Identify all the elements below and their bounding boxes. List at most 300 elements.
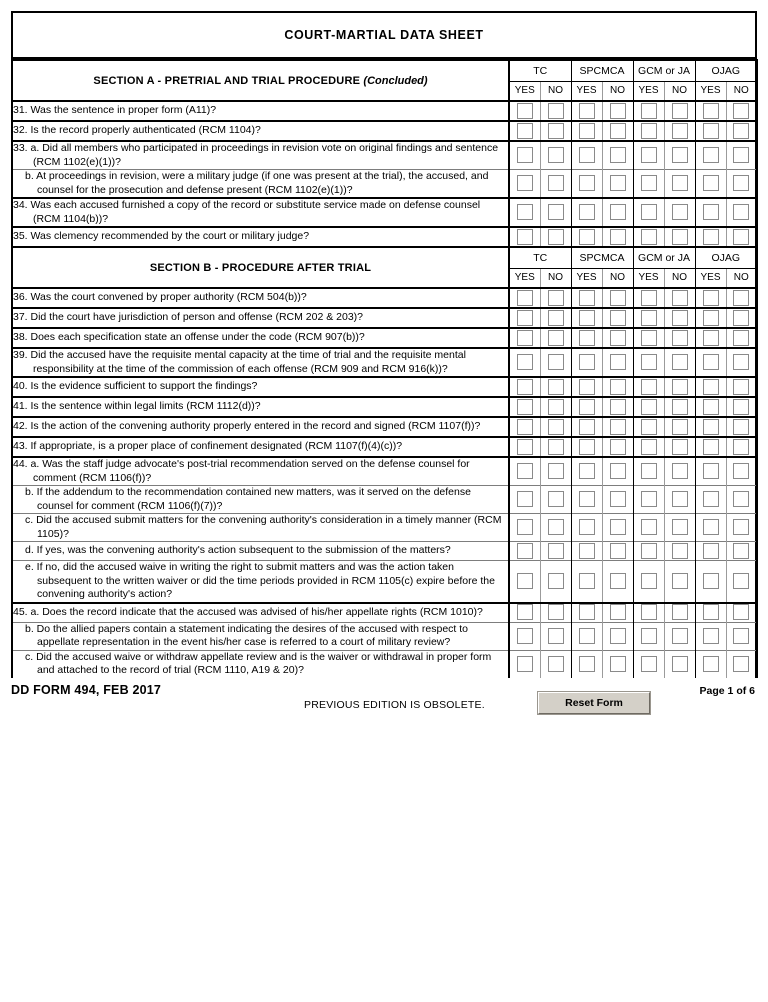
checkbox-spcmca-no[interactable]: [610, 573, 626, 589]
answer-cell[interactable]: [633, 603, 664, 623]
answer-cell[interactable]: [509, 288, 540, 308]
answer-cell[interactable]: [571, 542, 602, 561]
answer-cell[interactable]: [633, 561, 664, 603]
checkbox-ojag-yes[interactable]: [703, 628, 719, 644]
answer-cell[interactable]: [726, 141, 757, 170]
answer-cell[interactable]: [509, 377, 540, 397]
checkbox-spcmca-yes[interactable]: [579, 379, 595, 395]
answer-cell[interactable]: [664, 227, 695, 247]
checkbox-tc-yes[interactable]: [517, 310, 533, 326]
checkbox-ojag-yes[interactable]: [703, 204, 719, 220]
answer-cell[interactable]: [540, 514, 571, 542]
answer-cell[interactable]: [509, 542, 540, 561]
checkbox-tc-yes[interactable]: [517, 573, 533, 589]
answer-cell[interactable]: [664, 101, 695, 121]
answer-cell[interactable]: [664, 542, 695, 561]
checkbox-ojag-yes[interactable]: [703, 573, 719, 589]
checkbox-gcm-or-ja-no[interactable]: [672, 175, 688, 191]
checkbox-tc-yes[interactable]: [517, 519, 533, 535]
answer-cell[interactable]: [664, 308, 695, 328]
checkbox-tc-no[interactable]: [548, 463, 564, 479]
answer-cell[interactable]: [509, 603, 540, 623]
answer-cell[interactable]: [633, 141, 664, 170]
answer-cell[interactable]: [602, 397, 633, 417]
answer-cell[interactable]: [571, 397, 602, 417]
checkbox-ojag-no[interactable]: [733, 491, 749, 507]
answer-cell[interactable]: [540, 288, 571, 308]
checkbox-tc-yes[interactable]: [517, 330, 533, 346]
answer-cell[interactable]: [509, 121, 540, 141]
answer-cell[interactable]: [540, 198, 571, 227]
checkbox-spcmca-yes[interactable]: [579, 175, 595, 191]
checkbox-gcm-or-ja-no[interactable]: [672, 656, 688, 672]
checkbox-tc-yes[interactable]: [517, 103, 533, 119]
checkbox-ojag-no[interactable]: [733, 290, 749, 306]
answer-cell[interactable]: [664, 397, 695, 417]
checkbox-ojag-no[interactable]: [733, 604, 749, 620]
answer-cell[interactable]: [664, 622, 695, 650]
answer-cell[interactable]: [540, 227, 571, 247]
checkbox-tc-yes[interactable]: [517, 439, 533, 455]
checkbox-ojag-yes[interactable]: [703, 290, 719, 306]
answer-cell[interactable]: [726, 328, 757, 348]
answer-cell[interactable]: [633, 328, 664, 348]
checkbox-tc-no[interactable]: [548, 543, 564, 559]
answer-cell[interactable]: [571, 486, 602, 514]
checkbox-spcmca-yes[interactable]: [579, 290, 595, 306]
answer-cell[interactable]: [602, 141, 633, 170]
answer-cell[interactable]: [664, 486, 695, 514]
checkbox-tc-yes[interactable]: [517, 175, 533, 191]
answer-cell[interactable]: [664, 650, 695, 678]
checkbox-gcm-or-ja-yes[interactable]: [641, 463, 657, 479]
checkbox-spcmca-yes[interactable]: [579, 573, 595, 589]
answer-cell[interactable]: [726, 622, 757, 650]
answer-cell[interactable]: [571, 288, 602, 308]
answer-cell[interactable]: [571, 101, 602, 121]
answer-cell[interactable]: [726, 121, 757, 141]
answer-cell[interactable]: [664, 417, 695, 437]
checkbox-gcm-or-ja-yes[interactable]: [641, 519, 657, 535]
checkbox-ojag-no[interactable]: [733, 147, 749, 163]
answer-cell[interactable]: [509, 198, 540, 227]
answer-cell[interactable]: [633, 348, 664, 377]
checkbox-gcm-or-ja-no[interactable]: [672, 604, 688, 620]
checkbox-spcmca-yes[interactable]: [579, 604, 595, 620]
answer-cell[interactable]: [571, 561, 602, 603]
answer-cell[interactable]: [695, 622, 726, 650]
answer-cell[interactable]: [695, 170, 726, 199]
checkbox-ojag-no[interactable]: [733, 103, 749, 119]
checkbox-gcm-or-ja-no[interactable]: [672, 573, 688, 589]
answer-cell[interactable]: [633, 417, 664, 437]
answer-cell[interactable]: [571, 437, 602, 457]
checkbox-ojag-yes[interactable]: [703, 379, 719, 395]
checkbox-ojag-no[interactable]: [733, 543, 749, 559]
checkbox-ojag-no[interactable]: [733, 656, 749, 672]
answer-cell[interactable]: [509, 437, 540, 457]
answer-cell[interactable]: [726, 650, 757, 678]
answer-cell[interactable]: [695, 457, 726, 486]
answer-cell[interactable]: [726, 417, 757, 437]
checkbox-tc-no[interactable]: [548, 519, 564, 535]
answer-cell[interactable]: [509, 101, 540, 121]
answer-cell[interactable]: [602, 198, 633, 227]
answer-cell[interactable]: [633, 486, 664, 514]
checkbox-ojag-yes[interactable]: [703, 399, 719, 415]
checkbox-gcm-or-ja-yes[interactable]: [641, 573, 657, 589]
checkbox-tc-no[interactable]: [548, 491, 564, 507]
answer-cell[interactable]: [664, 121, 695, 141]
answer-cell[interactable]: [726, 377, 757, 397]
checkbox-tc-yes[interactable]: [517, 628, 533, 644]
checkbox-ojag-no[interactable]: [733, 399, 749, 415]
checkbox-spcmca-no[interactable]: [610, 419, 626, 435]
answer-cell[interactable]: [664, 437, 695, 457]
answer-cell[interactable]: [571, 348, 602, 377]
checkbox-gcm-or-ja-no[interactable]: [672, 543, 688, 559]
checkbox-gcm-or-ja-no[interactable]: [672, 147, 688, 163]
answer-cell[interactable]: [571, 603, 602, 623]
answer-cell[interactable]: [695, 101, 726, 121]
answer-cell[interactable]: [602, 328, 633, 348]
answer-cell[interactable]: [664, 141, 695, 170]
checkbox-spcmca-yes[interactable]: [579, 354, 595, 370]
checkbox-spcmca-yes[interactable]: [579, 123, 595, 139]
answer-cell[interactable]: [602, 650, 633, 678]
checkbox-ojag-no[interactable]: [733, 573, 749, 589]
checkbox-gcm-or-ja-no[interactable]: [672, 519, 688, 535]
answer-cell[interactable]: [726, 542, 757, 561]
answer-cell[interactable]: [571, 121, 602, 141]
checkbox-spcmca-no[interactable]: [610, 175, 626, 191]
checkbox-spcmca-no[interactable]: [610, 354, 626, 370]
answer-cell[interactable]: [602, 288, 633, 308]
checkbox-spcmca-yes[interactable]: [579, 103, 595, 119]
answer-cell[interactable]: [695, 514, 726, 542]
answer-cell[interactable]: [633, 227, 664, 247]
checkbox-ojag-yes[interactable]: [703, 604, 719, 620]
answer-cell[interactable]: [509, 227, 540, 247]
answer-cell[interactable]: [695, 141, 726, 170]
checkbox-spcmca-no[interactable]: [610, 439, 626, 455]
answer-cell[interactable]: [571, 198, 602, 227]
answer-cell[interactable]: [695, 198, 726, 227]
answer-cell[interactable]: [509, 348, 540, 377]
checkbox-tc-yes[interactable]: [517, 399, 533, 415]
answer-cell[interactable]: [633, 377, 664, 397]
answer-cell[interactable]: [726, 514, 757, 542]
answer-cell[interactable]: [726, 101, 757, 121]
answer-cell[interactable]: [695, 288, 726, 308]
checkbox-tc-yes[interactable]: [517, 604, 533, 620]
checkbox-spcmca-no[interactable]: [610, 123, 626, 139]
answer-cell[interactable]: [602, 377, 633, 397]
answer-cell[interactable]: [540, 561, 571, 603]
checkbox-gcm-or-ja-yes[interactable]: [641, 628, 657, 644]
answer-cell[interactable]: [540, 650, 571, 678]
checkbox-gcm-or-ja-yes[interactable]: [641, 419, 657, 435]
answer-cell[interactable]: [509, 622, 540, 650]
checkbox-ojag-no[interactable]: [733, 439, 749, 455]
checkbox-tc-yes[interactable]: [517, 354, 533, 370]
answer-cell[interactable]: [571, 650, 602, 678]
answer-cell[interactable]: [602, 121, 633, 141]
checkbox-tc-no[interactable]: [548, 204, 564, 220]
checkbox-gcm-or-ja-yes[interactable]: [641, 330, 657, 346]
checkbox-spcmca-yes[interactable]: [579, 628, 595, 644]
checkbox-gcm-or-ja-no[interactable]: [672, 204, 688, 220]
checkbox-tc-no[interactable]: [548, 147, 564, 163]
answer-cell[interactable]: [602, 561, 633, 603]
answer-cell[interactable]: [726, 437, 757, 457]
answer-cell[interactable]: [571, 377, 602, 397]
checkbox-gcm-or-ja-no[interactable]: [672, 419, 688, 435]
checkbox-ojag-yes[interactable]: [703, 354, 719, 370]
checkbox-tc-no[interactable]: [548, 175, 564, 191]
answer-cell[interactable]: [540, 141, 571, 170]
checkbox-spcmca-no[interactable]: [610, 379, 626, 395]
checkbox-gcm-or-ja-yes[interactable]: [641, 543, 657, 559]
checkbox-spcmca-yes[interactable]: [579, 147, 595, 163]
checkbox-ojag-yes[interactable]: [703, 519, 719, 535]
checkbox-spcmca-no[interactable]: [610, 463, 626, 479]
answer-cell[interactable]: [540, 121, 571, 141]
checkbox-gcm-or-ja-yes[interactable]: [641, 379, 657, 395]
checkbox-spcmca-yes[interactable]: [579, 543, 595, 559]
answer-cell[interactable]: [571, 308, 602, 328]
answer-cell[interactable]: [602, 437, 633, 457]
answer-cell[interactable]: [726, 288, 757, 308]
checkbox-gcm-or-ja-no[interactable]: [672, 439, 688, 455]
answer-cell[interactable]: [571, 622, 602, 650]
answer-cell[interactable]: [664, 603, 695, 623]
checkbox-tc-no[interactable]: [548, 399, 564, 415]
answer-cell[interactable]: [633, 121, 664, 141]
checkbox-ojag-yes[interactable]: [703, 439, 719, 455]
answer-cell[interactable]: [695, 308, 726, 328]
answer-cell[interactable]: [695, 397, 726, 417]
answer-cell[interactable]: [726, 308, 757, 328]
answer-cell[interactable]: [726, 486, 757, 514]
checkbox-gcm-or-ja-no[interactable]: [672, 379, 688, 395]
checkbox-ojag-yes[interactable]: [703, 419, 719, 435]
checkbox-gcm-or-ja-yes[interactable]: [641, 604, 657, 620]
checkbox-gcm-or-ja-no[interactable]: [672, 290, 688, 306]
checkbox-gcm-or-ja-yes[interactable]: [641, 147, 657, 163]
answer-cell[interactable]: [509, 650, 540, 678]
answer-cell[interactable]: [695, 417, 726, 437]
answer-cell[interactable]: [602, 227, 633, 247]
answer-cell[interactable]: [664, 457, 695, 486]
answer-cell[interactable]: [695, 348, 726, 377]
checkbox-gcm-or-ja-no[interactable]: [672, 123, 688, 139]
answer-cell[interactable]: [726, 198, 757, 227]
answer-cell[interactable]: [602, 603, 633, 623]
checkbox-tc-yes[interactable]: [517, 463, 533, 479]
checkbox-spcmca-no[interactable]: [610, 491, 626, 507]
checkbox-ojag-no[interactable]: [733, 330, 749, 346]
answer-cell[interactable]: [664, 170, 695, 199]
answer-cell[interactable]: [633, 650, 664, 678]
checkbox-tc-no[interactable]: [548, 573, 564, 589]
answer-cell[interactable]: [602, 101, 633, 121]
checkbox-spcmca-no[interactable]: [610, 310, 626, 326]
answer-cell[interactable]: [602, 170, 633, 199]
checkbox-gcm-or-ja-no[interactable]: [672, 628, 688, 644]
answer-cell[interactable]: [540, 457, 571, 486]
answer-cell[interactable]: [509, 397, 540, 417]
checkbox-spcmca-yes[interactable]: [579, 419, 595, 435]
answer-cell[interactable]: [540, 417, 571, 437]
answer-cell[interactable]: [726, 397, 757, 417]
checkbox-gcm-or-ja-no[interactable]: [672, 399, 688, 415]
checkbox-ojag-yes[interactable]: [703, 175, 719, 191]
answer-cell[interactable]: [571, 227, 602, 247]
checkbox-tc-yes[interactable]: [517, 419, 533, 435]
answer-cell[interactable]: [633, 101, 664, 121]
checkbox-ojag-yes[interactable]: [703, 123, 719, 139]
answer-cell[interactable]: [633, 198, 664, 227]
checkbox-spcmca-yes[interactable]: [579, 491, 595, 507]
answer-cell[interactable]: [602, 308, 633, 328]
answer-cell[interactable]: [540, 397, 571, 417]
checkbox-spcmca-no[interactable]: [610, 519, 626, 535]
checkbox-tc-yes[interactable]: [517, 123, 533, 139]
answer-cell[interactable]: [664, 561, 695, 603]
checkbox-gcm-or-ja-yes[interactable]: [641, 204, 657, 220]
answer-cell[interactable]: [695, 561, 726, 603]
answer-cell[interactable]: [509, 561, 540, 603]
answer-cell[interactable]: [509, 486, 540, 514]
answer-cell[interactable]: [602, 622, 633, 650]
answer-cell[interactable]: [633, 397, 664, 417]
answer-cell[interactable]: [540, 622, 571, 650]
checkbox-tc-yes[interactable]: [517, 379, 533, 395]
checkbox-gcm-or-ja-yes[interactable]: [641, 123, 657, 139]
checkbox-tc-no[interactable]: [548, 379, 564, 395]
checkbox-spcmca-yes[interactable]: [579, 463, 595, 479]
answer-cell[interactable]: [540, 437, 571, 457]
checkbox-gcm-or-ja-no[interactable]: [672, 229, 688, 245]
checkbox-tc-yes[interactable]: [517, 229, 533, 245]
answer-cell[interactable]: [540, 328, 571, 348]
checkbox-gcm-or-ja-yes[interactable]: [641, 656, 657, 672]
answer-cell[interactable]: [664, 288, 695, 308]
checkbox-ojag-no[interactable]: [733, 628, 749, 644]
answer-cell[interactable]: [540, 170, 571, 199]
answer-cell[interactable]: [602, 542, 633, 561]
checkbox-ojag-yes[interactable]: [703, 543, 719, 559]
reset-form-button[interactable]: Reset Form: [538, 692, 650, 714]
answer-cell[interactable]: [695, 650, 726, 678]
answer-cell[interactable]: [602, 486, 633, 514]
checkbox-tc-yes[interactable]: [517, 204, 533, 220]
answer-cell[interactable]: [509, 141, 540, 170]
checkbox-ojag-no[interactable]: [733, 519, 749, 535]
checkbox-spcmca-yes[interactable]: [579, 330, 595, 346]
checkbox-spcmca-no[interactable]: [610, 399, 626, 415]
checkbox-gcm-or-ja-no[interactable]: [672, 354, 688, 370]
checkbox-tc-no[interactable]: [548, 419, 564, 435]
checkbox-ojag-yes[interactable]: [703, 229, 719, 245]
checkbox-tc-no[interactable]: [548, 229, 564, 245]
checkbox-spcmca-yes[interactable]: [579, 656, 595, 672]
answer-cell[interactable]: [571, 170, 602, 199]
checkbox-ojag-no[interactable]: [733, 379, 749, 395]
checkbox-spcmca-yes[interactable]: [579, 399, 595, 415]
checkbox-spcmca-yes[interactable]: [579, 310, 595, 326]
checkbox-spcmca-no[interactable]: [610, 204, 626, 220]
checkbox-gcm-or-ja-no[interactable]: [672, 463, 688, 479]
answer-cell[interactable]: [509, 328, 540, 348]
answer-cell[interactable]: [695, 542, 726, 561]
checkbox-spcmca-no[interactable]: [610, 604, 626, 620]
checkbox-gcm-or-ja-yes[interactable]: [641, 229, 657, 245]
checkbox-ojag-yes[interactable]: [703, 310, 719, 326]
checkbox-spcmca-no[interactable]: [610, 147, 626, 163]
answer-cell[interactable]: [633, 437, 664, 457]
checkbox-tc-yes[interactable]: [517, 290, 533, 306]
answer-cell[interactable]: [726, 561, 757, 603]
checkbox-tc-no[interactable]: [548, 656, 564, 672]
checkbox-tc-yes[interactable]: [517, 491, 533, 507]
answer-cell[interactable]: [540, 542, 571, 561]
answer-cell[interactable]: [540, 308, 571, 328]
checkbox-spcmca-no[interactable]: [610, 330, 626, 346]
checkbox-ojag-yes[interactable]: [703, 330, 719, 346]
answer-cell[interactable]: [509, 457, 540, 486]
checkbox-gcm-or-ja-yes[interactable]: [641, 354, 657, 370]
answer-cell[interactable]: [509, 417, 540, 437]
answer-cell[interactable]: [633, 622, 664, 650]
checkbox-gcm-or-ja-yes[interactable]: [641, 175, 657, 191]
checkbox-gcm-or-ja-no[interactable]: [672, 310, 688, 326]
checkbox-ojag-no[interactable]: [733, 419, 749, 435]
checkbox-ojag-yes[interactable]: [703, 491, 719, 507]
checkbox-ojag-no[interactable]: [733, 310, 749, 326]
answer-cell[interactable]: [633, 542, 664, 561]
answer-cell[interactable]: [602, 514, 633, 542]
checkbox-gcm-or-ja-yes[interactable]: [641, 439, 657, 455]
checkbox-tc-no[interactable]: [548, 628, 564, 644]
answer-cell[interactable]: [571, 141, 602, 170]
checkbox-gcm-or-ja-yes[interactable]: [641, 103, 657, 119]
checkbox-tc-yes[interactable]: [517, 656, 533, 672]
checkbox-ojag-no[interactable]: [733, 354, 749, 370]
checkbox-tc-no[interactable]: [548, 439, 564, 455]
checkbox-tc-no[interactable]: [548, 310, 564, 326]
checkbox-gcm-or-ja-no[interactable]: [672, 103, 688, 119]
answer-cell[interactable]: [664, 198, 695, 227]
checkbox-gcm-or-ja-yes[interactable]: [641, 399, 657, 415]
answer-cell[interactable]: [664, 377, 695, 397]
answer-cell[interactable]: [695, 227, 726, 247]
checkbox-tc-no[interactable]: [548, 103, 564, 119]
checkbox-gcm-or-ja-no[interactable]: [672, 330, 688, 346]
answer-cell[interactable]: [695, 603, 726, 623]
checkbox-spcmca-yes[interactable]: [579, 229, 595, 245]
answer-cell[interactable]: [726, 170, 757, 199]
answer-cell[interactable]: [540, 377, 571, 397]
checkbox-spcmca-no[interactable]: [610, 628, 626, 644]
answer-cell[interactable]: [540, 101, 571, 121]
checkbox-tc-no[interactable]: [548, 123, 564, 139]
checkbox-ojag-no[interactable]: [733, 123, 749, 139]
checkbox-tc-no[interactable]: [548, 290, 564, 306]
answer-cell[interactable]: [664, 348, 695, 377]
answer-cell[interactable]: [571, 328, 602, 348]
